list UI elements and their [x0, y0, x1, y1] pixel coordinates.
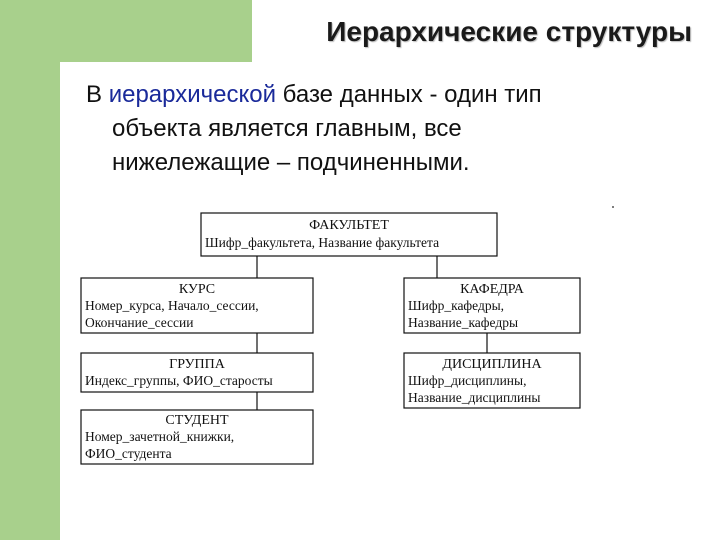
node-gruppa-attr: Индекс_группы, ФИО_старосты [85, 373, 273, 388]
node-disciplina-name: ДИСЦИПЛИНА [442, 357, 542, 372]
node-kurs-attr-1: Номер_курса, Начало_сессии, [85, 298, 259, 313]
node-kafedra-attr-1: Шифр_кафедры, [408, 298, 505, 313]
node-gruppa-name: ГРУППА [169, 357, 225, 372]
body-line3: нижележащие – подчиненными. [112, 149, 470, 176]
node-fakultet [201, 213, 497, 256]
node-disciplina-attr-1: Шифр_дисциплины, [408, 373, 527, 388]
body-line2: объекта является главным, все [112, 115, 462, 142]
node-student-attr-1: Номер_зачетной_книжки, [85, 429, 235, 444]
node-kurs-attr-2: Окончание_сессии [85, 315, 194, 330]
node-kafedra [404, 278, 580, 333]
node-disciplina [404, 353, 580, 408]
node-student-attr-2: ФИО_студента [85, 446, 172, 461]
stray-dot [612, 206, 614, 208]
node-kafedra-name: КАФЕДРА [460, 282, 524, 297]
node-kurs-name: КУРС [178, 282, 216, 297]
node-disciplina-attr-2: Название_дисциплины [408, 390, 541, 405]
node-kurs [81, 278, 313, 333]
node-student-name: СТУДЕНТ [165, 413, 229, 428]
body-prefix: В [86, 81, 109, 108]
node-gruppa [81, 353, 313, 392]
slide-title: Иерархические структуры [326, 16, 692, 47]
node-fakultet-name: ФАКУЛЬТЕТ [309, 218, 389, 233]
body-highlight-term: иерархической [108, 81, 276, 108]
node-fakultet-attr: Шифр_факультета, Название факультета [205, 235, 440, 250]
node-student [81, 410, 313, 464]
node-kafedra-attr-2: Название_кафедры [408, 315, 519, 330]
body-line1-rest: базе данных - один тип [276, 81, 542, 108]
